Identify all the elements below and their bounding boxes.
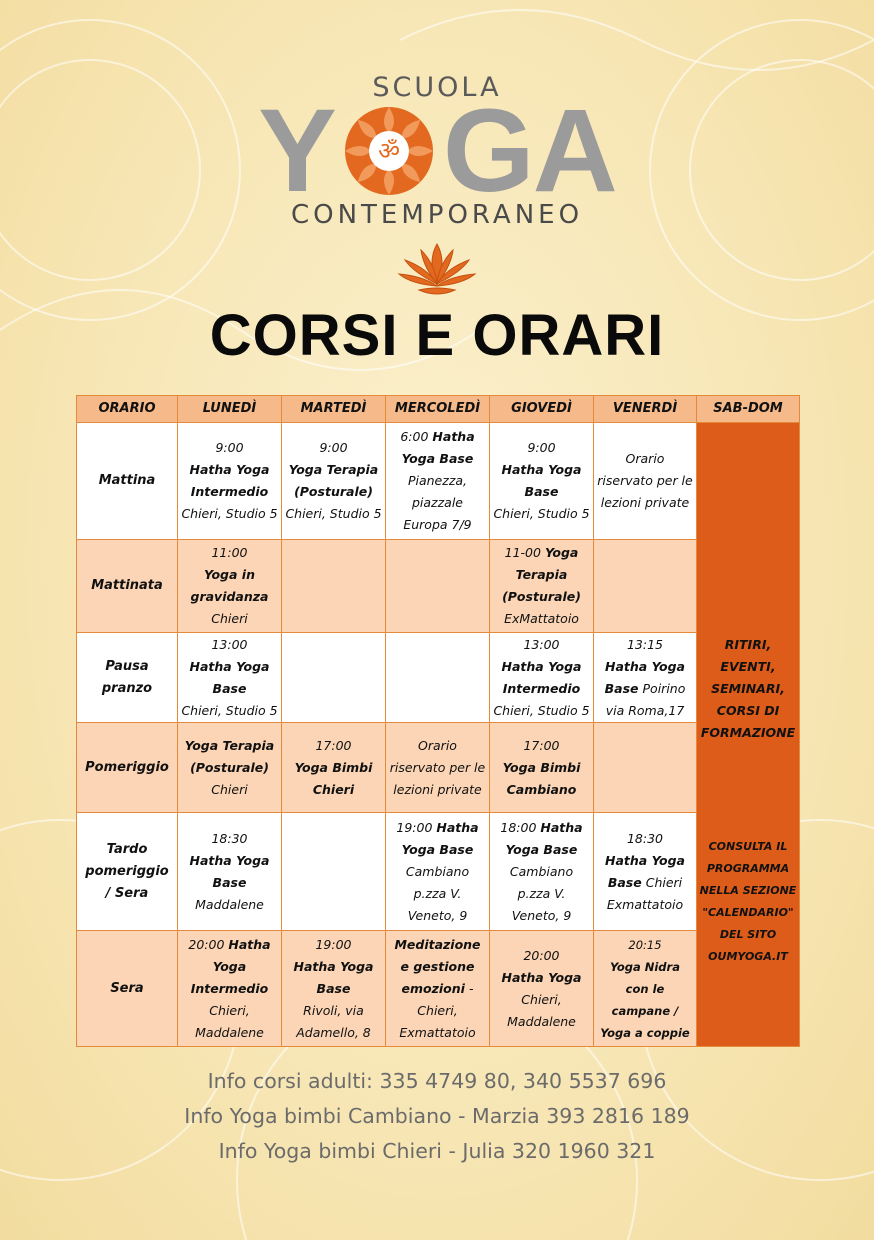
sab-dom-line: PROGRAMMA bbox=[706, 861, 790, 875]
cell-lun-pomeriggio bbox=[178, 723, 282, 813]
cell-course: (Posturale) bbox=[294, 484, 373, 499]
cell-mar-mattinata bbox=[282, 540, 386, 633]
cell-time: 17:00 bbox=[315, 737, 352, 753]
cell-course: Hatha bbox=[436, 819, 479, 835]
cell-course: Hatha Yoga bbox=[605, 852, 685, 868]
cell-note: riservato per le bbox=[389, 759, 486, 775]
row-label-line: Pausa bbox=[105, 658, 149, 674]
logo-contemporaneo-text: CONTEMPORANEO bbox=[290, 200, 584, 230]
cell-note: Orario bbox=[418, 737, 457, 753]
cell-course: Intermedio bbox=[502, 680, 581, 696]
cell-gio-sera bbox=[490, 931, 594, 1047]
cell-lun-sera bbox=[178, 931, 282, 1047]
row-label-line: / Sera bbox=[105, 885, 149, 901]
cell-course: campane / bbox=[611, 1003, 679, 1018]
cell-course: Yoga Bimbi bbox=[294, 759, 373, 775]
cell-time-course bbox=[180, 934, 279, 956]
cell-course: Meditazione bbox=[394, 936, 481, 952]
cell-course: Hatha bbox=[540, 819, 583, 835]
cell-time: 19:00 bbox=[315, 936, 352, 952]
cell-course: Hatha Yoga bbox=[501, 462, 582, 477]
cell-place: Veneto, 9 bbox=[511, 907, 572, 923]
cell-course: Hatha Yoga bbox=[501, 658, 582, 674]
cell-time: 13:15 bbox=[626, 636, 664, 652]
cell-course: Hatha bbox=[432, 429, 475, 444]
cell-mar-pomeriggio bbox=[282, 723, 386, 813]
cell-time: 20:15 bbox=[628, 937, 662, 952]
lotus-icon bbox=[397, 240, 477, 298]
sab-dom-line: RITIRI, EVENTI, bbox=[720, 636, 776, 674]
cell-time: 6:00 bbox=[400, 429, 429, 444]
cell-time: 20:00 bbox=[188, 936, 225, 952]
sab-dom-line: NELLA SEZIONE bbox=[699, 883, 797, 897]
cell-course: Yoga Nidra bbox=[610, 959, 680, 974]
table-row bbox=[77, 931, 800, 1047]
cell-place: Chieri, Studio 5 bbox=[181, 702, 278, 718]
cell-mer-tardo bbox=[386, 813, 490, 931]
cell-time: 9:00 bbox=[527, 440, 556, 455]
cell-place: Cambiano bbox=[405, 863, 470, 879]
cell-course: Hatha Yoga bbox=[501, 969, 582, 985]
cell-time-course bbox=[388, 817, 487, 839]
om-lotus-icon bbox=[337, 99, 441, 203]
cell-ven-pomeriggio bbox=[594, 723, 697, 813]
footer-info-bimbi-chieri: Info Yoga bimbi Chieri - Julia 320 1960 321 bbox=[218, 1139, 656, 1163]
cell-ven-mattina bbox=[594, 423, 697, 540]
cell-ven-sera bbox=[594, 931, 697, 1047]
cell-time: 9:00 bbox=[215, 440, 244, 455]
cell-place: Veneto, 9 bbox=[407, 907, 468, 923]
cell-course: Hatha Yoga bbox=[189, 852, 270, 868]
sab-dom-line: DEL SITO bbox=[719, 927, 777, 941]
schedule-table bbox=[76, 395, 800, 1047]
cell-place: piazzale bbox=[411, 495, 463, 510]
cell-lun-mattina bbox=[178, 423, 282, 540]
row-label-line: pomeriggio bbox=[85, 863, 169, 879]
cell-place: Maddalene bbox=[195, 896, 264, 912]
sab-dom-line: CONSULTA IL bbox=[708, 839, 788, 853]
cell-dash: - bbox=[468, 980, 474, 996]
footer-info-adulti: Info corsi adulti: 335 4749 80, 340 5537 696 bbox=[207, 1069, 667, 1093]
cell-course-place bbox=[596, 678, 694, 700]
sab-dom-events bbox=[699, 634, 797, 744]
cell-place: Chieri, bbox=[521, 991, 562, 1007]
cell-course: Hatha bbox=[228, 936, 271, 952]
cell-course: Yoga Bimbi bbox=[502, 759, 581, 775]
cell-mar-tardo bbox=[282, 813, 386, 931]
cell-course-place bbox=[596, 872, 694, 894]
sab-dom-line: SEMINARI, bbox=[711, 680, 785, 696]
sab-dom-line: OUMYOGA.IT bbox=[708, 949, 788, 963]
cell-place: Chieri bbox=[211, 781, 248, 797]
footer-info-bimbi-cambiano: Info Yoga bimbi Cambiano - Marzia 393 2816 189 bbox=[184, 1104, 690, 1128]
cell-place: Adamello, 8 bbox=[296, 1024, 371, 1040]
cell-place: Rivoli, via bbox=[303, 1002, 364, 1018]
sab-dom-line: FORMAZIONE bbox=[700, 724, 796, 740]
cell-course: Base bbox=[607, 874, 642, 890]
cell-place: ExMattatoio bbox=[504, 611, 579, 626]
cell-gio-mattina bbox=[490, 423, 594, 540]
cell-place: Chieri, Studio 5 bbox=[493, 506, 590, 521]
cell-course: Hatha Yoga bbox=[189, 658, 270, 674]
cell-place: p.zza V. bbox=[517, 885, 566, 901]
cell-place: Europa 7/9 bbox=[403, 517, 472, 532]
cell-course: Yoga Base bbox=[505, 841, 578, 857]
table-row bbox=[77, 813, 800, 931]
logo-letter-y: Y bbox=[258, 85, 335, 217]
cell-course: Hatha Yoga bbox=[189, 462, 270, 477]
cell-place: Chieri bbox=[645, 874, 683, 890]
cell-lun-mattinata bbox=[178, 540, 282, 633]
logo-letters-ga: GA bbox=[442, 85, 616, 217]
cell-gio-pomeriggio bbox=[490, 723, 594, 813]
svg-text:ॐ: ॐ bbox=[377, 137, 400, 165]
sab-dom-line: CORSI DI bbox=[716, 702, 780, 718]
page-title: CORSI E ORARI bbox=[209, 303, 665, 368]
cell-course: gravidanza bbox=[190, 589, 269, 604]
cell-course: Hatha Yoga bbox=[293, 958, 374, 974]
cell-lun-pausa bbox=[178, 633, 282, 723]
cell-course: Yoga in bbox=[204, 567, 255, 582]
header-giovedi: GIOVEDÌ bbox=[490, 396, 594, 423]
sab-dom-line: "CALENDARIO" bbox=[702, 905, 794, 919]
cell-time: 18:30 bbox=[211, 830, 248, 846]
cell-course: Intermedio bbox=[190, 484, 269, 499]
cell-time: 11-00 bbox=[504, 545, 541, 560]
cell-time: 18:00 bbox=[500, 819, 537, 835]
cell-note: riservato per le bbox=[597, 473, 693, 488]
cell-time-course bbox=[388, 426, 487, 448]
cell-course-dash bbox=[388, 978, 487, 1000]
cell-place: Chieri bbox=[312, 781, 355, 797]
cell-course: (Posturale) bbox=[502, 589, 581, 604]
table-row bbox=[77, 540, 800, 633]
cell-place: Exmattatoio bbox=[399, 1024, 476, 1040]
row-label-line: pranzo bbox=[101, 680, 153, 696]
cell-mar-mattina bbox=[282, 423, 386, 540]
cell-mer-sera bbox=[386, 931, 490, 1047]
cell-course: Yoga bbox=[212, 958, 247, 974]
header-martedi: MARTEDÌ bbox=[282, 396, 386, 423]
logo-scuola-text: SCUOLA bbox=[372, 72, 502, 103]
row-label-mattinata: Mattinata bbox=[77, 540, 178, 633]
cell-place: Cambiano bbox=[509, 863, 574, 879]
cell-mar-sera bbox=[282, 931, 386, 1047]
cell-course: emozioni bbox=[401, 980, 465, 996]
cell-place: p.zza V. bbox=[413, 885, 462, 901]
cell-course: Base bbox=[604, 680, 639, 696]
cell-course: Yoga Terapia bbox=[288, 462, 379, 477]
cell-course: Yoga Base bbox=[401, 841, 474, 857]
cell-time: 13:00 bbox=[211, 636, 248, 652]
cell-course: Terapia bbox=[515, 567, 568, 582]
cell-course: Base bbox=[212, 874, 247, 890]
cell-time: 17:00 bbox=[523, 737, 560, 753]
table-row bbox=[77, 633, 800, 723]
cell-note: Orario bbox=[625, 451, 665, 466]
cell-course: Yoga Terapia bbox=[184, 737, 275, 753]
cell-time: 18:30 bbox=[626, 830, 664, 846]
cell-mer-pausa bbox=[386, 633, 490, 723]
cell-time: 19:00 bbox=[396, 819, 433, 835]
cell-place: Poirino bbox=[642, 680, 686, 696]
sab-dom-calendar-note bbox=[699, 836, 797, 968]
cell-place: Exmattatoio bbox=[606, 896, 684, 912]
cell-time-course bbox=[492, 817, 591, 839]
cell-ven-tardo bbox=[594, 813, 697, 931]
cell-ven-pausa bbox=[594, 633, 697, 723]
cell-course: Intermedio bbox=[190, 980, 269, 996]
cell-course: Base bbox=[524, 484, 559, 499]
table-header-row bbox=[77, 396, 800, 423]
cell-course: Yoga Base bbox=[401, 451, 474, 466]
cell-time: 20:00 bbox=[523, 947, 560, 963]
row-label-mattina: Mattina bbox=[77, 423, 178, 540]
row-label-line: Tardo bbox=[106, 841, 148, 857]
cell-place: via Roma,17 bbox=[605, 702, 685, 718]
header-sab-dom: SAB-DOM bbox=[697, 396, 800, 423]
cell-course: e gestione bbox=[400, 958, 475, 974]
cell-ven-mattinata bbox=[594, 540, 697, 633]
row-label-pausa-pranzo bbox=[77, 633, 178, 723]
cell-time-course bbox=[492, 542, 591, 564]
cell-course: Base bbox=[212, 680, 247, 696]
header-lunedi: LUNEDÌ bbox=[178, 396, 282, 423]
cell-gio-mattinata bbox=[490, 540, 594, 633]
row-label-sera: Sera bbox=[77, 931, 178, 1047]
header-venerdi: VENERDÌ bbox=[594, 396, 697, 423]
cell-place: Chieri, Studio 5 bbox=[493, 702, 590, 718]
cell-note: lezioni private bbox=[393, 781, 482, 797]
cell-place: Cambiano bbox=[506, 781, 577, 797]
cell-course: Hatha Yoga bbox=[605, 658, 685, 674]
cell-place: Maddalene bbox=[195, 1024, 264, 1040]
cell-place: Chieri, Studio 5 bbox=[285, 506, 382, 521]
cell-mar-pausa bbox=[282, 633, 386, 723]
cell-mer-mattina bbox=[386, 423, 490, 540]
cell-time: 9:00 bbox=[319, 440, 348, 455]
cell-mer-mattinata bbox=[386, 540, 490, 633]
cell-course: con le bbox=[625, 981, 665, 996]
cell-note: lezioni private bbox=[600, 495, 690, 510]
row-label-pomeriggio: Pomeriggio bbox=[77, 723, 178, 813]
cell-course: Base bbox=[316, 980, 351, 996]
cell-place: Chieri, bbox=[417, 1002, 458, 1018]
cell-place: Chieri, Studio 5 bbox=[181, 506, 278, 521]
cell-lun-tardo bbox=[178, 813, 282, 931]
cell-course: (Posturale) bbox=[190, 759, 269, 775]
header-orario: ORARIO bbox=[77, 396, 178, 423]
cell-gio-pausa bbox=[490, 633, 594, 723]
cell-place: Chieri bbox=[211, 611, 248, 626]
cell-time: 13:00 bbox=[523, 636, 560, 652]
cell-mer-pomeriggio bbox=[386, 723, 490, 813]
cell-place: Maddalene bbox=[507, 1013, 576, 1029]
cell-place: Chieri, bbox=[209, 1002, 250, 1018]
cell-place: Pianezza, bbox=[407, 473, 468, 488]
header-mercoledi: MERCOLEDÌ bbox=[386, 396, 490, 423]
table-row bbox=[77, 723, 800, 813]
cell-time: 11:00 bbox=[211, 545, 248, 560]
table-row bbox=[77, 423, 800, 540]
cell-course: Yoga a coppie bbox=[600, 1025, 690, 1040]
cell-gio-tardo bbox=[490, 813, 594, 931]
row-label-tardo-pomeriggio bbox=[77, 813, 178, 931]
cell-course: Yoga bbox=[544, 545, 579, 560]
sab-dom-column bbox=[697, 423, 800, 1047]
